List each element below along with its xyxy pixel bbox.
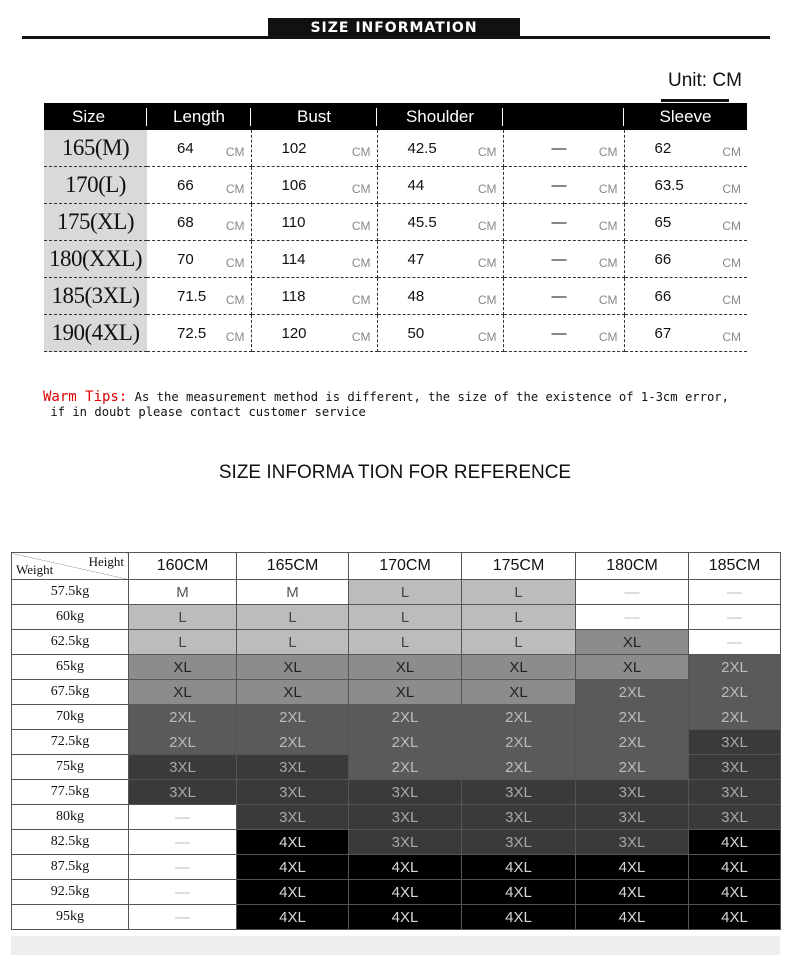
size-recommendation: 2XL [576, 730, 689, 755]
measure-value: 118 [281, 287, 306, 305]
measure-cell-blank [503, 278, 624, 315]
reference-table [11, 552, 781, 930]
size-recommendation: 4XL [689, 905, 781, 930]
size-recommendation: L [129, 630, 237, 655]
height-header: 160CM [129, 553, 237, 580]
height-header: 180CM [576, 553, 689, 580]
measure-value: 66 [177, 176, 194, 194]
measure-value: 42.5 [407, 139, 437, 157]
size-label: 180(XXL) [44, 241, 147, 278]
weight-label: 72.5kg [12, 730, 129, 755]
size-recommendation: — [689, 580, 781, 605]
size-recommendation: XL [129, 655, 237, 680]
reference-row [12, 605, 781, 630]
measure-value: 72.5 [177, 324, 207, 342]
size-recommendation: 2XL [349, 705, 462, 730]
size-recommendation: L [462, 630, 576, 655]
unit-cm: CM [351, 145, 371, 159]
bottom-strip [11, 936, 780, 955]
warm-tips-line1: As the measurement method is different, the size of the existence of 1-3cm error, [127, 390, 729, 404]
measure-cell-blank [503, 130, 624, 167]
unit-cm: CM [225, 219, 245, 233]
size-recommendation: 2XL [689, 680, 781, 705]
size-row [44, 241, 747, 278]
unit-cm: CM [351, 219, 371, 233]
size-recommendation: XL [349, 655, 462, 680]
warm-tips [43, 390, 729, 420]
size-recommendation: 3XL [462, 780, 576, 805]
size-recommendation: 3XL [129, 780, 237, 805]
unit-cm: CM [722, 145, 741, 159]
size-recommendation: 4XL [349, 880, 462, 905]
measure-value: 102 [281, 139, 307, 157]
size-label: 190(4XL) [44, 315, 147, 352]
measure-value: 64 [177, 139, 194, 157]
reference-row [12, 830, 781, 855]
unit-cm: CM [477, 219, 497, 233]
weight-label: 70kg [12, 705, 129, 730]
unit-cm: CM [351, 182, 371, 196]
measure-cell-length [147, 204, 251, 241]
weight-label: 65kg [12, 655, 129, 680]
measure-value: — [551, 287, 567, 305]
reference-row [12, 580, 781, 605]
size-recommendation: 4XL [237, 830, 349, 855]
size-recommendation: 2XL [129, 730, 237, 755]
size-recommendation: 2XL [237, 705, 349, 730]
measure-cell-length [147, 130, 251, 167]
size-recommendation: L [349, 630, 462, 655]
size-recommendation: — [129, 905, 237, 930]
measure-cell-length [147, 241, 251, 278]
size-recommendation: 3XL [576, 780, 689, 805]
size-recommendation: 2XL [237, 730, 349, 755]
size-recommendation: XL [129, 680, 237, 705]
reference-row [12, 655, 781, 680]
corner-height-label: Height [88, 554, 124, 569]
measure-cell-shoulder [377, 241, 503, 278]
size-recommendation: 4XL [237, 905, 349, 930]
measure-cell-sleeve [624, 204, 747, 241]
measure-value: 66 [654, 250, 672, 268]
unit-cm: CM [598, 256, 618, 270]
measure-cell-blank [503, 167, 624, 204]
size-recommendation: 4XL [689, 855, 781, 880]
size-recommendation: 4XL [462, 905, 576, 930]
size-row [44, 204, 747, 241]
measure-cell-sleeve [624, 130, 747, 167]
measure-cell-bust [251, 315, 377, 352]
header-size: Size [44, 103, 147, 130]
measure-cell-shoulder [377, 278, 503, 315]
weight-label: 92.5kg [12, 880, 129, 905]
reference-row [12, 630, 781, 655]
measure-value: 114 [281, 250, 306, 268]
unit-cm: CM [225, 256, 245, 270]
weight-label: 77.5kg [12, 780, 129, 805]
unit-cm: CM [477, 256, 497, 270]
size-recommendation: 3XL [462, 805, 576, 830]
measure-cell-length [147, 315, 251, 352]
measure-cell-length [147, 167, 251, 204]
measure-cell-length [147, 278, 251, 315]
measure-value: 71.5 [177, 287, 207, 305]
unit-cm: CM [598, 145, 618, 159]
weight-label: 67.5kg [12, 680, 129, 705]
measure-cell-sleeve [624, 278, 747, 315]
size-recommendation: 4XL [689, 880, 781, 905]
unit-cm: CM [598, 293, 618, 307]
size-label: 170(L) [44, 167, 147, 204]
header-sleeve: Sleeve [624, 103, 747, 130]
size-recommendation: 3XL [689, 755, 781, 780]
size-recommendation: — [576, 580, 689, 605]
measure-cell-blank [503, 315, 624, 352]
height-header: 170CM [349, 553, 462, 580]
size-recommendation: L [237, 605, 349, 630]
measure-value: — [551, 213, 567, 231]
size-recommendation: L [349, 580, 462, 605]
weight-label: 57.5kg [12, 580, 129, 605]
height-header: 185CM [689, 553, 781, 580]
height-header: 175CM [462, 553, 576, 580]
size-recommendation: — [689, 605, 781, 630]
measure-cell-blank [503, 241, 624, 278]
size-recommendation: 4XL [349, 855, 462, 880]
unit-label: Unit: CM [668, 70, 742, 91]
measure-cell-shoulder [377, 167, 503, 204]
size-recommendation: 4XL [689, 830, 781, 855]
header-length: Length [147, 103, 251, 130]
size-recommendation: 4XL [237, 880, 349, 905]
unit-cm: CM [722, 293, 741, 307]
size-recommendation: — [576, 605, 689, 630]
size-row [44, 130, 747, 167]
size-recommendation: 2XL [576, 755, 689, 780]
size-recommendation: M [237, 580, 349, 605]
size-recommendation: 3XL [576, 805, 689, 830]
reference-row [12, 805, 781, 830]
size-recommendation: 2XL [576, 680, 689, 705]
unit-cm: CM [477, 330, 497, 344]
size-label: 175(XL) [44, 204, 147, 241]
weight-label: 82.5kg [12, 830, 129, 855]
measure-value: 65 [654, 213, 672, 231]
measure-cell-blank [503, 204, 624, 241]
weight-label: 95kg [12, 905, 129, 930]
size-recommendation: 3XL [576, 830, 689, 855]
size-recommendation: XL [462, 680, 576, 705]
header-bust: Bust [251, 103, 377, 130]
measure-value: 110 [281, 213, 306, 231]
weight-label: 75kg [12, 755, 129, 780]
measure-cell-shoulder [377, 130, 503, 167]
measure-cell-sleeve [624, 315, 747, 352]
weight-label: 62.5kg [12, 630, 129, 655]
measure-cell-shoulder [377, 204, 503, 241]
warm-tips-label: Warm Tips: [43, 389, 128, 405]
measure-value: — [551, 324, 567, 342]
size-label: 185(3XL) [44, 278, 147, 315]
size-row [44, 167, 747, 204]
unit-cm: CM [722, 219, 741, 233]
measure-value: 45.5 [407, 213, 437, 231]
weight-label: 87.5kg [12, 855, 129, 880]
size-recommendation: 2XL [462, 730, 576, 755]
unit-cm: CM [225, 182, 245, 196]
measure-value: 67 [654, 324, 672, 342]
header-blank [503, 103, 624, 130]
size-recommendation: XL [237, 655, 349, 680]
reference-row [12, 880, 781, 905]
measure-cell-bust [251, 130, 377, 167]
size-recommendation: XL [237, 680, 349, 705]
unit-cm: CM [722, 182, 741, 196]
size-recommendation: L [462, 580, 576, 605]
size-recommendation: 3XL [689, 805, 781, 830]
size-table-header [44, 103, 747, 130]
size-recommendation: 3XL [349, 830, 462, 855]
size-recommendation: — [689, 630, 781, 655]
measure-value: 106 [281, 176, 307, 194]
size-recommendation: 4XL [462, 880, 576, 905]
measure-value: 120 [281, 324, 307, 342]
size-recommendation: 2XL [462, 755, 576, 780]
height-header: 165CM [237, 553, 349, 580]
measure-value: — [551, 139, 567, 157]
section-title: SIZE INFORMATION [268, 18, 520, 39]
size-recommendation: 4XL [576, 880, 689, 905]
size-recommendation: XL [462, 655, 576, 680]
unit-cm: CM [598, 330, 618, 344]
measure-value: 68 [177, 213, 194, 231]
measure-value: — [551, 250, 567, 268]
size-recommendation: M [129, 580, 237, 605]
size-recommendation: 4XL [349, 905, 462, 930]
size-recommendation: 3XL [237, 805, 349, 830]
measure-cell-bust [251, 204, 377, 241]
unit-cm: CM [477, 293, 497, 307]
size-recommendation: 4XL [462, 855, 576, 880]
size-recommendation: 2XL [689, 655, 781, 680]
unit-cm: CM [351, 256, 371, 270]
size-recommendation: 2XL [349, 755, 462, 780]
size-recommendation: — [129, 880, 237, 905]
unit-cm: CM [225, 145, 245, 159]
measure-value: 48 [407, 287, 425, 305]
weight-label: 80kg [12, 805, 129, 830]
measure-cell-bust [251, 241, 377, 278]
measure-cell-bust [251, 278, 377, 315]
measure-value: 47 [407, 250, 425, 268]
size-recommendation: — [129, 830, 237, 855]
size-recommendation: L [349, 605, 462, 630]
reference-row [12, 730, 781, 755]
measure-value: 63.5 [654, 176, 684, 194]
reference-row [12, 755, 781, 780]
size-recommendation: XL [576, 655, 689, 680]
unit-cm: CM [225, 293, 245, 307]
size-recommendation: 3XL [689, 730, 781, 755]
size-recommendation: L [129, 605, 237, 630]
measure-cell-sleeve [624, 241, 747, 278]
size-recommendation: 3XL [349, 780, 462, 805]
size-recommendation: 3XL [129, 755, 237, 780]
measure-value: 44 [407, 176, 425, 194]
unit-cm: CM [351, 330, 371, 344]
measure-value: 70 [177, 250, 194, 268]
reference-row [12, 780, 781, 805]
unit-cm: CM [477, 182, 497, 196]
size-recommendation: 3XL [237, 755, 349, 780]
size-recommendation: 2XL [349, 730, 462, 755]
size-recommendation: 4XL [237, 855, 349, 880]
size-label: 165(M) [44, 130, 147, 167]
unit-cm: CM [598, 182, 618, 196]
measure-value: 50 [407, 324, 425, 342]
size-recommendation: 4XL [576, 855, 689, 880]
measure-value: 62 [654, 139, 672, 157]
reference-header-row [12, 553, 781, 580]
size-recommendation: 3XL [349, 805, 462, 830]
unit-cm: CM [477, 145, 497, 159]
measure-value: — [551, 176, 567, 194]
warm-tips-line2: if in doubt please contact customer service [43, 405, 366, 419]
measure-cell-shoulder [377, 315, 503, 352]
corner-weight-label: Weight [16, 562, 54, 577]
weight-label: 60kg [12, 605, 129, 630]
size-row [44, 315, 747, 352]
size-recommendation: 4XL [576, 905, 689, 930]
header-shoulder: Shoulder [377, 103, 503, 130]
size-recommendation: — [129, 805, 237, 830]
size-recommendation: XL [576, 630, 689, 655]
size-recommendation: 3XL [462, 830, 576, 855]
reference-row [12, 905, 781, 930]
reference-row [12, 705, 781, 730]
size-recommendation: L [237, 630, 349, 655]
size-recommendation: L [462, 605, 576, 630]
unit-cm: CM [351, 293, 371, 307]
reference-row [12, 680, 781, 705]
unit-cm: CM [722, 256, 741, 270]
size-row [44, 278, 747, 315]
reference-title: SIZE INFORMA TION FOR REFERENCE [218, 462, 572, 483]
corner-cell [12, 553, 129, 580]
measure-cell-sleeve [624, 167, 747, 204]
measure-value: 66 [654, 287, 672, 305]
size-recommendation: XL [349, 680, 462, 705]
unit-cm: CM [722, 330, 741, 344]
size-recommendation: 3XL [689, 780, 781, 805]
size-recommendation: 2XL [576, 705, 689, 730]
size-recommendation: — [129, 855, 237, 880]
unit-cm: CM [225, 330, 245, 344]
reference-row [12, 855, 781, 880]
size-recommendation: 2XL [462, 705, 576, 730]
size-recommendation: 3XL [237, 780, 349, 805]
unit-underline [661, 99, 729, 102]
size-table [44, 103, 747, 352]
size-recommendation: 2XL [129, 705, 237, 730]
measure-cell-bust [251, 167, 377, 204]
unit-cm: CM [598, 219, 618, 233]
size-recommendation: 2XL [689, 705, 781, 730]
